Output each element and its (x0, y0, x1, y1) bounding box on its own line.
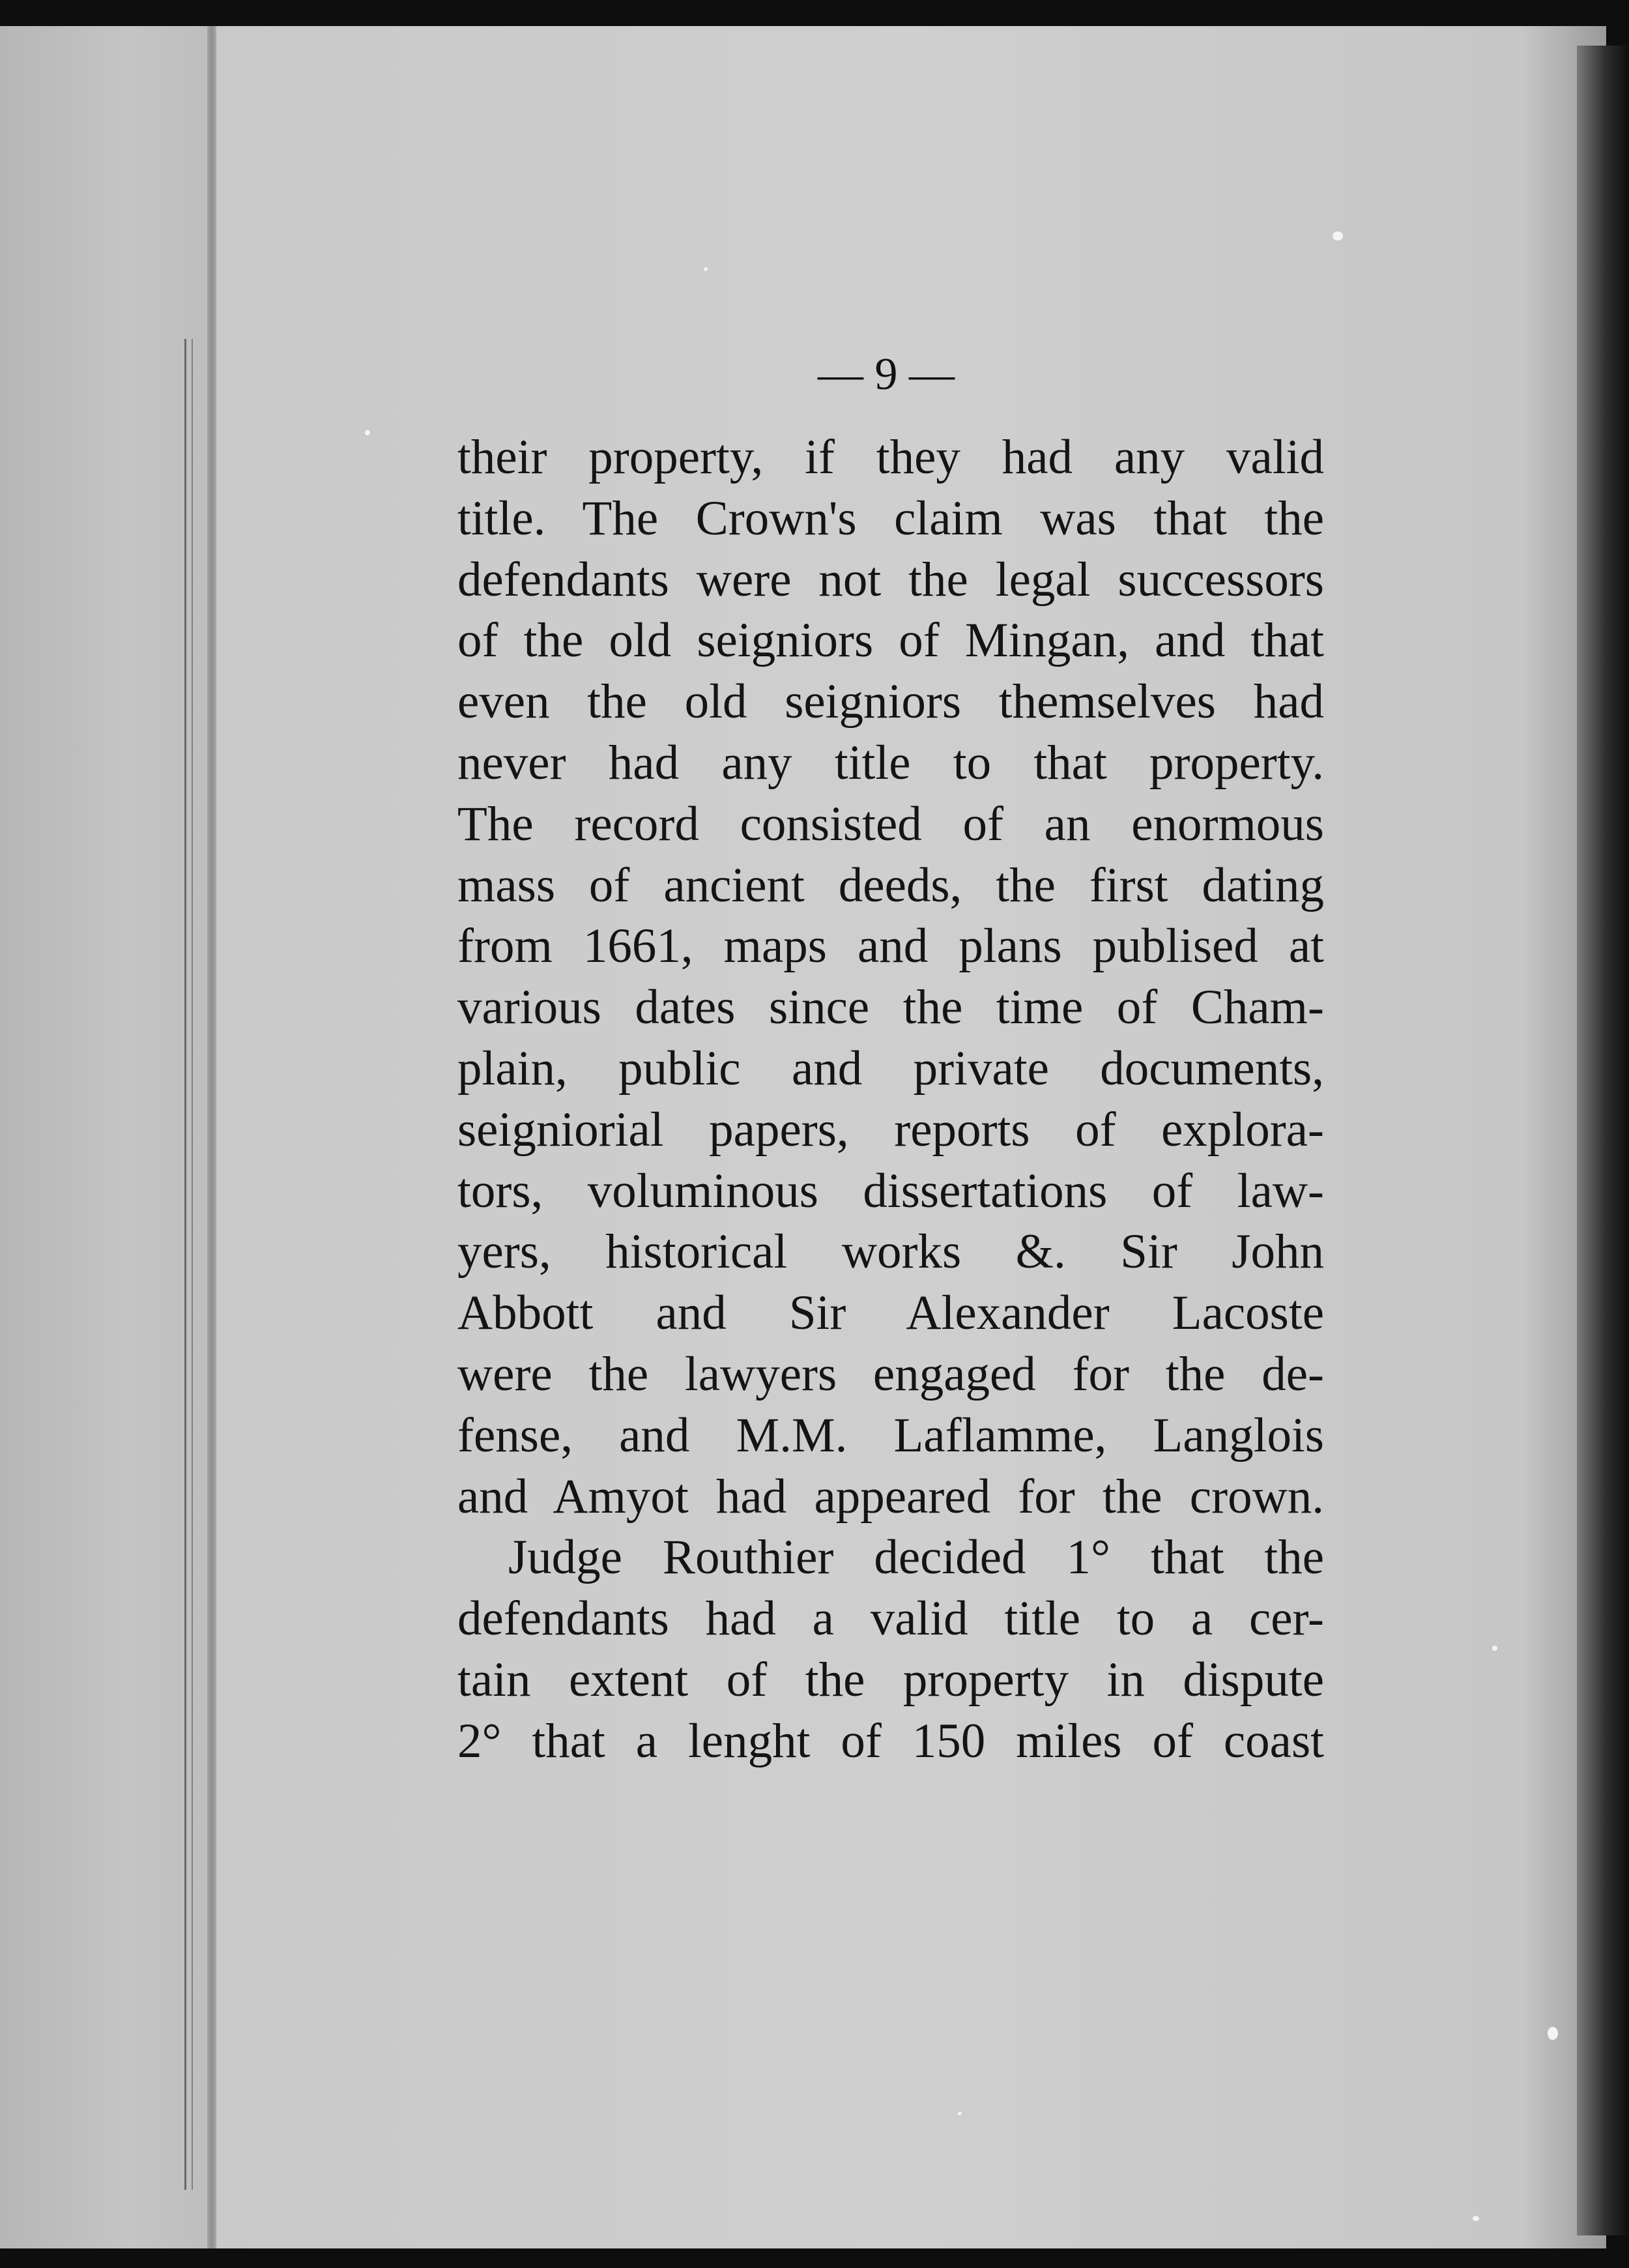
text-line: were the lawyers engaged for the de- (457, 1346, 1324, 1401)
facing-page-edge (0, 26, 215, 2248)
text-line: seigniorial papers, reports of explora- (457, 1102, 1324, 1157)
text-line: title. The Crown's claim was that the (457, 491, 1324, 545)
text-line: The record consisted of an enormous (457, 796, 1324, 851)
scan-speck (365, 430, 370, 435)
text-line: tain extent of the property in dispute (457, 1652, 1324, 1707)
text-line: Judge Routhier decided 1° that the (508, 1530, 1324, 1585)
body-text (457, 427, 1324, 1772)
text-line: their property, if they had any valid (457, 430, 1324, 484)
text-line: defendants were not the legal successors (457, 552, 1324, 607)
page-right-edge-shadow (1577, 46, 1629, 2235)
text-line: never had any title to that property. (457, 735, 1324, 790)
text-line: Abbott and Sir Alexander Lacoste (457, 1286, 1324, 1341)
scan-speck (1492, 1646, 1497, 1651)
scan-speck (958, 2112, 962, 2115)
binding-gutter (207, 26, 216, 2248)
text-line: and Amyot had appeared for the crown. (457, 1469, 1324, 1524)
binding-stitch (184, 339, 193, 2190)
scan-speck (1333, 231, 1343, 240)
text-line: 2° that a lenght of 150 miles of coast (457, 1713, 1324, 1768)
text-line: even the old seigniors themselves had (457, 675, 1324, 729)
scan-speck (704, 267, 708, 271)
text-line: tors, voluminous dissertations of law- (457, 1163, 1324, 1218)
text-line: fense, and M.M. Laflamme, Langlois (457, 1408, 1324, 1462)
scan-speck (1548, 2027, 1558, 2040)
text-line: various dates since the time of Cham- (457, 980, 1324, 1035)
text-line: from 1661, maps and plans publised at (457, 919, 1324, 974)
page-number: — 9 — (818, 349, 955, 400)
text-line: yers, historical works &. Sir John (457, 1225, 1324, 1279)
text-line: plain, public and private documents, (457, 1041, 1324, 1096)
scan-speck (1473, 2216, 1479, 2221)
text-line: of the old seigniors of Mingan, and that (457, 613, 1324, 668)
text-line: defendants had a valid title to a cer- (457, 1592, 1324, 1646)
text-line: mass of ancient deeds, the first dating (457, 858, 1324, 912)
